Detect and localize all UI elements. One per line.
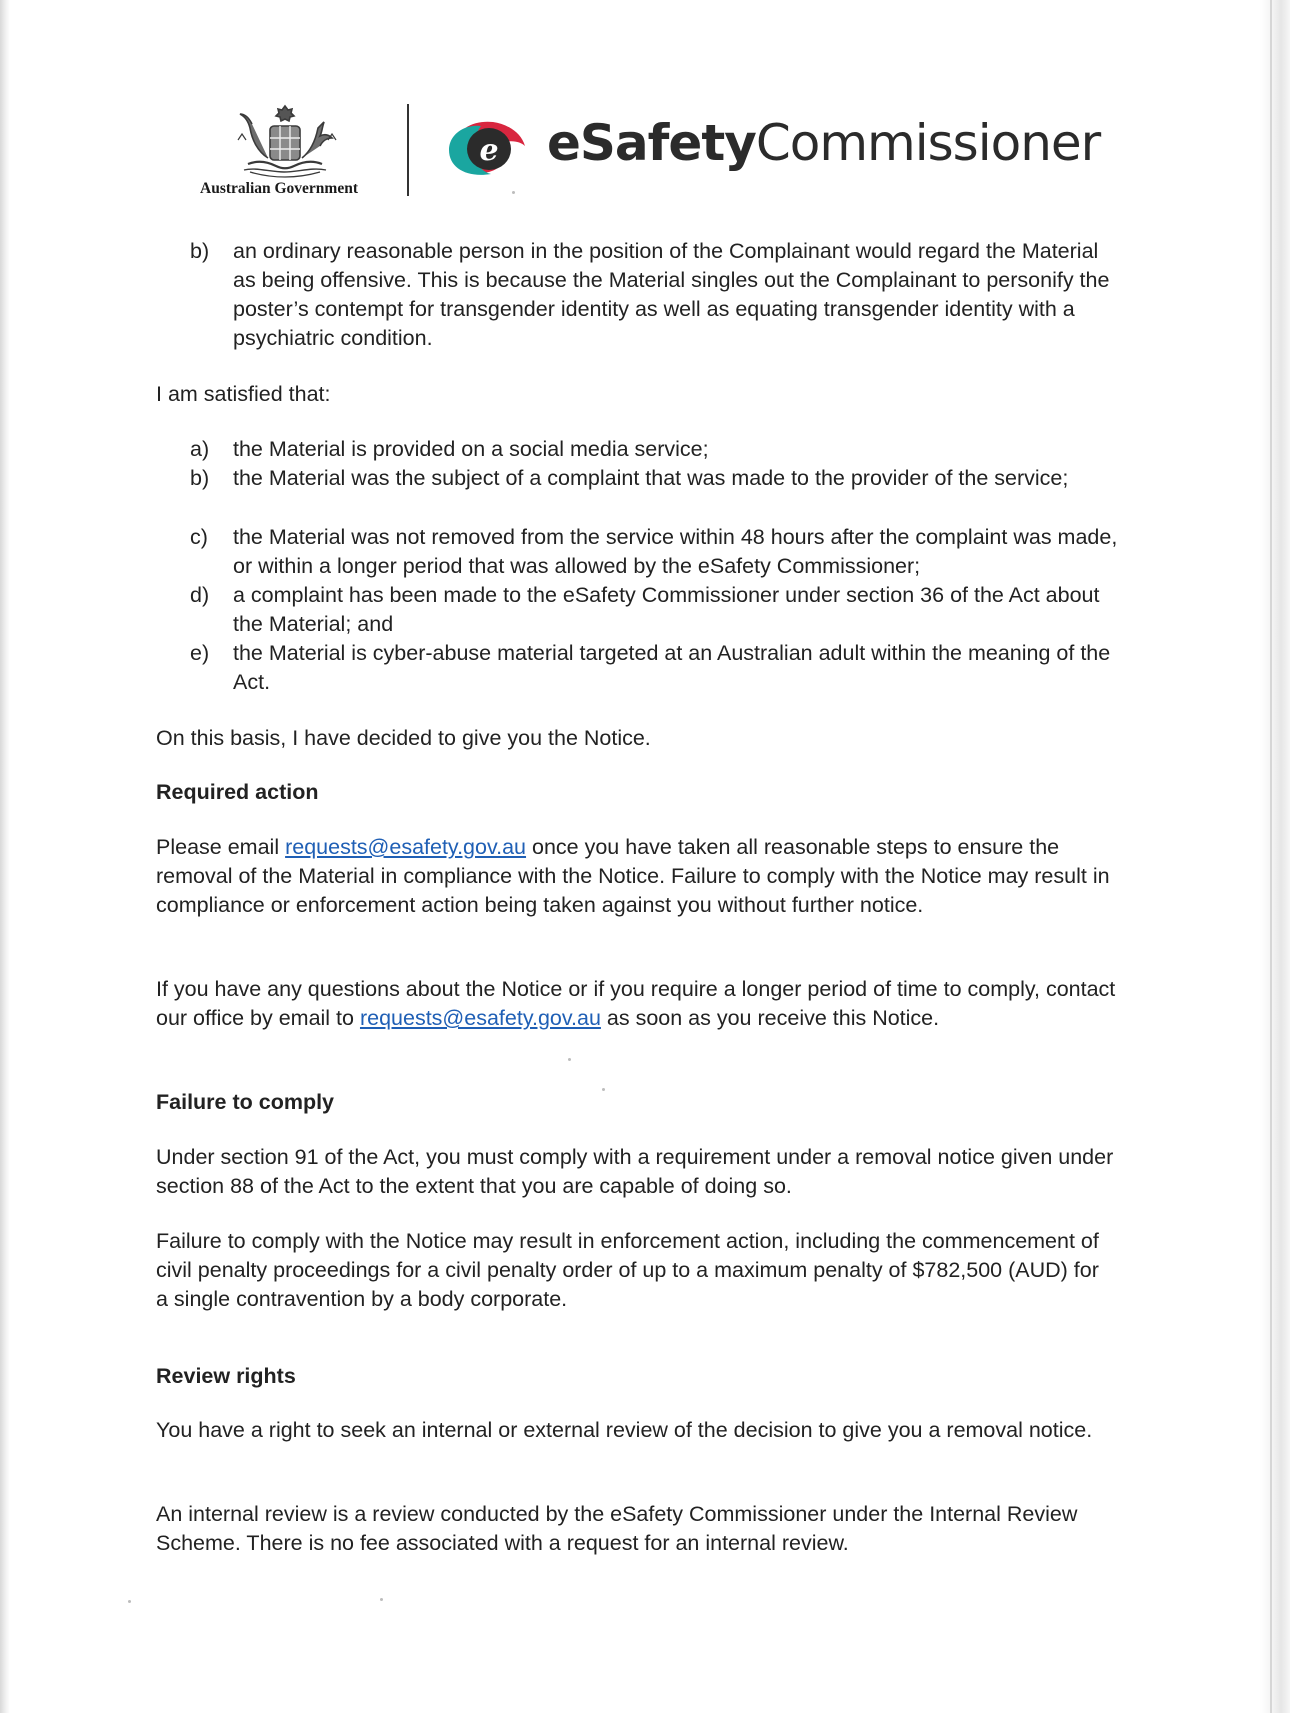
required-action-paragraph-1 bbox=[156, 833, 1116, 920]
list-marker: a) bbox=[190, 437, 210, 461]
esafety-logo-letter: e bbox=[479, 133, 499, 168]
list-marker: b) bbox=[190, 466, 210, 490]
list-marker: c) bbox=[190, 525, 208, 549]
scan-speck bbox=[512, 191, 515, 194]
review-paragraph-2: An internal review is a review conducted by the eSafety Commissioner under the Internal Review Scheme. There is no fee associated with a request for an internal review. bbox=[156, 1502, 1078, 1555]
scan-speck bbox=[602, 1088, 605, 1091]
failure-paragraph-2: Failure to comply with the Notice may result in enforcement action, including the commencement of civil penalty proceedings for a civil penalty order of up to a maximum penalty of $782,500 (AUD) for a single contravention by a body corporate. bbox=[156, 1229, 1099, 1311]
scan-speck bbox=[128, 1600, 131, 1603]
required-action-paragraph-2 bbox=[156, 975, 1116, 1033]
decision-statement: On this basis, I have decided to give you the Notice. bbox=[156, 726, 651, 750]
government-name: Australian Government bbox=[200, 180, 359, 197]
list-marker: d) bbox=[190, 583, 210, 607]
list-item-text: an ordinary reasonable person in the position of the Complainant would regard the Material as being offensive. This is because the Material singles out the Complainant to personify the poster’s contempt for transgender identity as well as equating transgender identity with a psychiatric condition. bbox=[233, 239, 1110, 350]
list-marker: b) bbox=[190, 239, 210, 263]
coat-of-arms-icon bbox=[230, 100, 340, 182]
letterhead-divider bbox=[407, 104, 409, 196]
brand-name-part-2: Commissioner bbox=[755, 114, 1101, 172]
list-item-text: the Material was the subject of a complaint that was made to the provider of the service; bbox=[233, 466, 1069, 490]
scan-speck bbox=[380, 1598, 383, 1601]
review-paragraph-1: You have a right to seek an internal or external review of the decision to give you a removal notice. bbox=[156, 1418, 1093, 1442]
list-item-text: the Material is provided on a social media service; bbox=[233, 437, 709, 461]
letterhead bbox=[195, 100, 1101, 200]
list-marker: e) bbox=[190, 641, 210, 665]
brand-name-part-1: eSafety bbox=[547, 114, 756, 172]
text-span: as soon as you receive this Notice. bbox=[600, 1006, 940, 1030]
esafety-logo-icon bbox=[445, 116, 529, 178]
text-span: If you have any questions about the Notice or if you require a longer period of time to comply, contact our office by email to bbox=[156, 977, 1116, 1030]
text-span: once you have taken all reasonable steps to ensure the removal of the Material in compliance with the Notice. Failure to comply with the Notice may result in compliance or enforcement action being taken against you without further notice. bbox=[156, 835, 1110, 917]
failure-paragraph-1: Under section 91 of the Act, you must comply with a requirement under a removal notice given under section 88 of the Act to the extent that you are capable of doing so. bbox=[156, 1145, 1114, 1198]
list-item-text: a complaint has been made to the eSafety Commissioner under section 36 of the Act about the Material; and bbox=[233, 583, 1100, 636]
satisfied-intro: I am satisfied that: bbox=[156, 382, 331, 406]
email-link[interactable]: requests@esafety.gov.au bbox=[285, 835, 527, 859]
text-span: Please email bbox=[156, 835, 286, 859]
list-item-text: the Material is cyber-abuse material targeted at an Australian adult within the meaning of the Act. bbox=[233, 641, 1111, 694]
heading-review-rights: Review rights bbox=[156, 1364, 296, 1388]
heading-required-action: Required action bbox=[156, 780, 319, 804]
scan-speck bbox=[568, 1058, 571, 1061]
email-link[interactable]: requests@esafety.gov.au bbox=[359, 1006, 601, 1030]
esafety-wordmark bbox=[547, 114, 1101, 172]
list-item-text: the Material was not removed from the service within 48 hours after the complaint was made, or within a longer period that was allowed by the eSafety Commissioner; bbox=[233, 525, 1118, 578]
heading-failure-to-comply: Failure to comply bbox=[156, 1090, 335, 1114]
